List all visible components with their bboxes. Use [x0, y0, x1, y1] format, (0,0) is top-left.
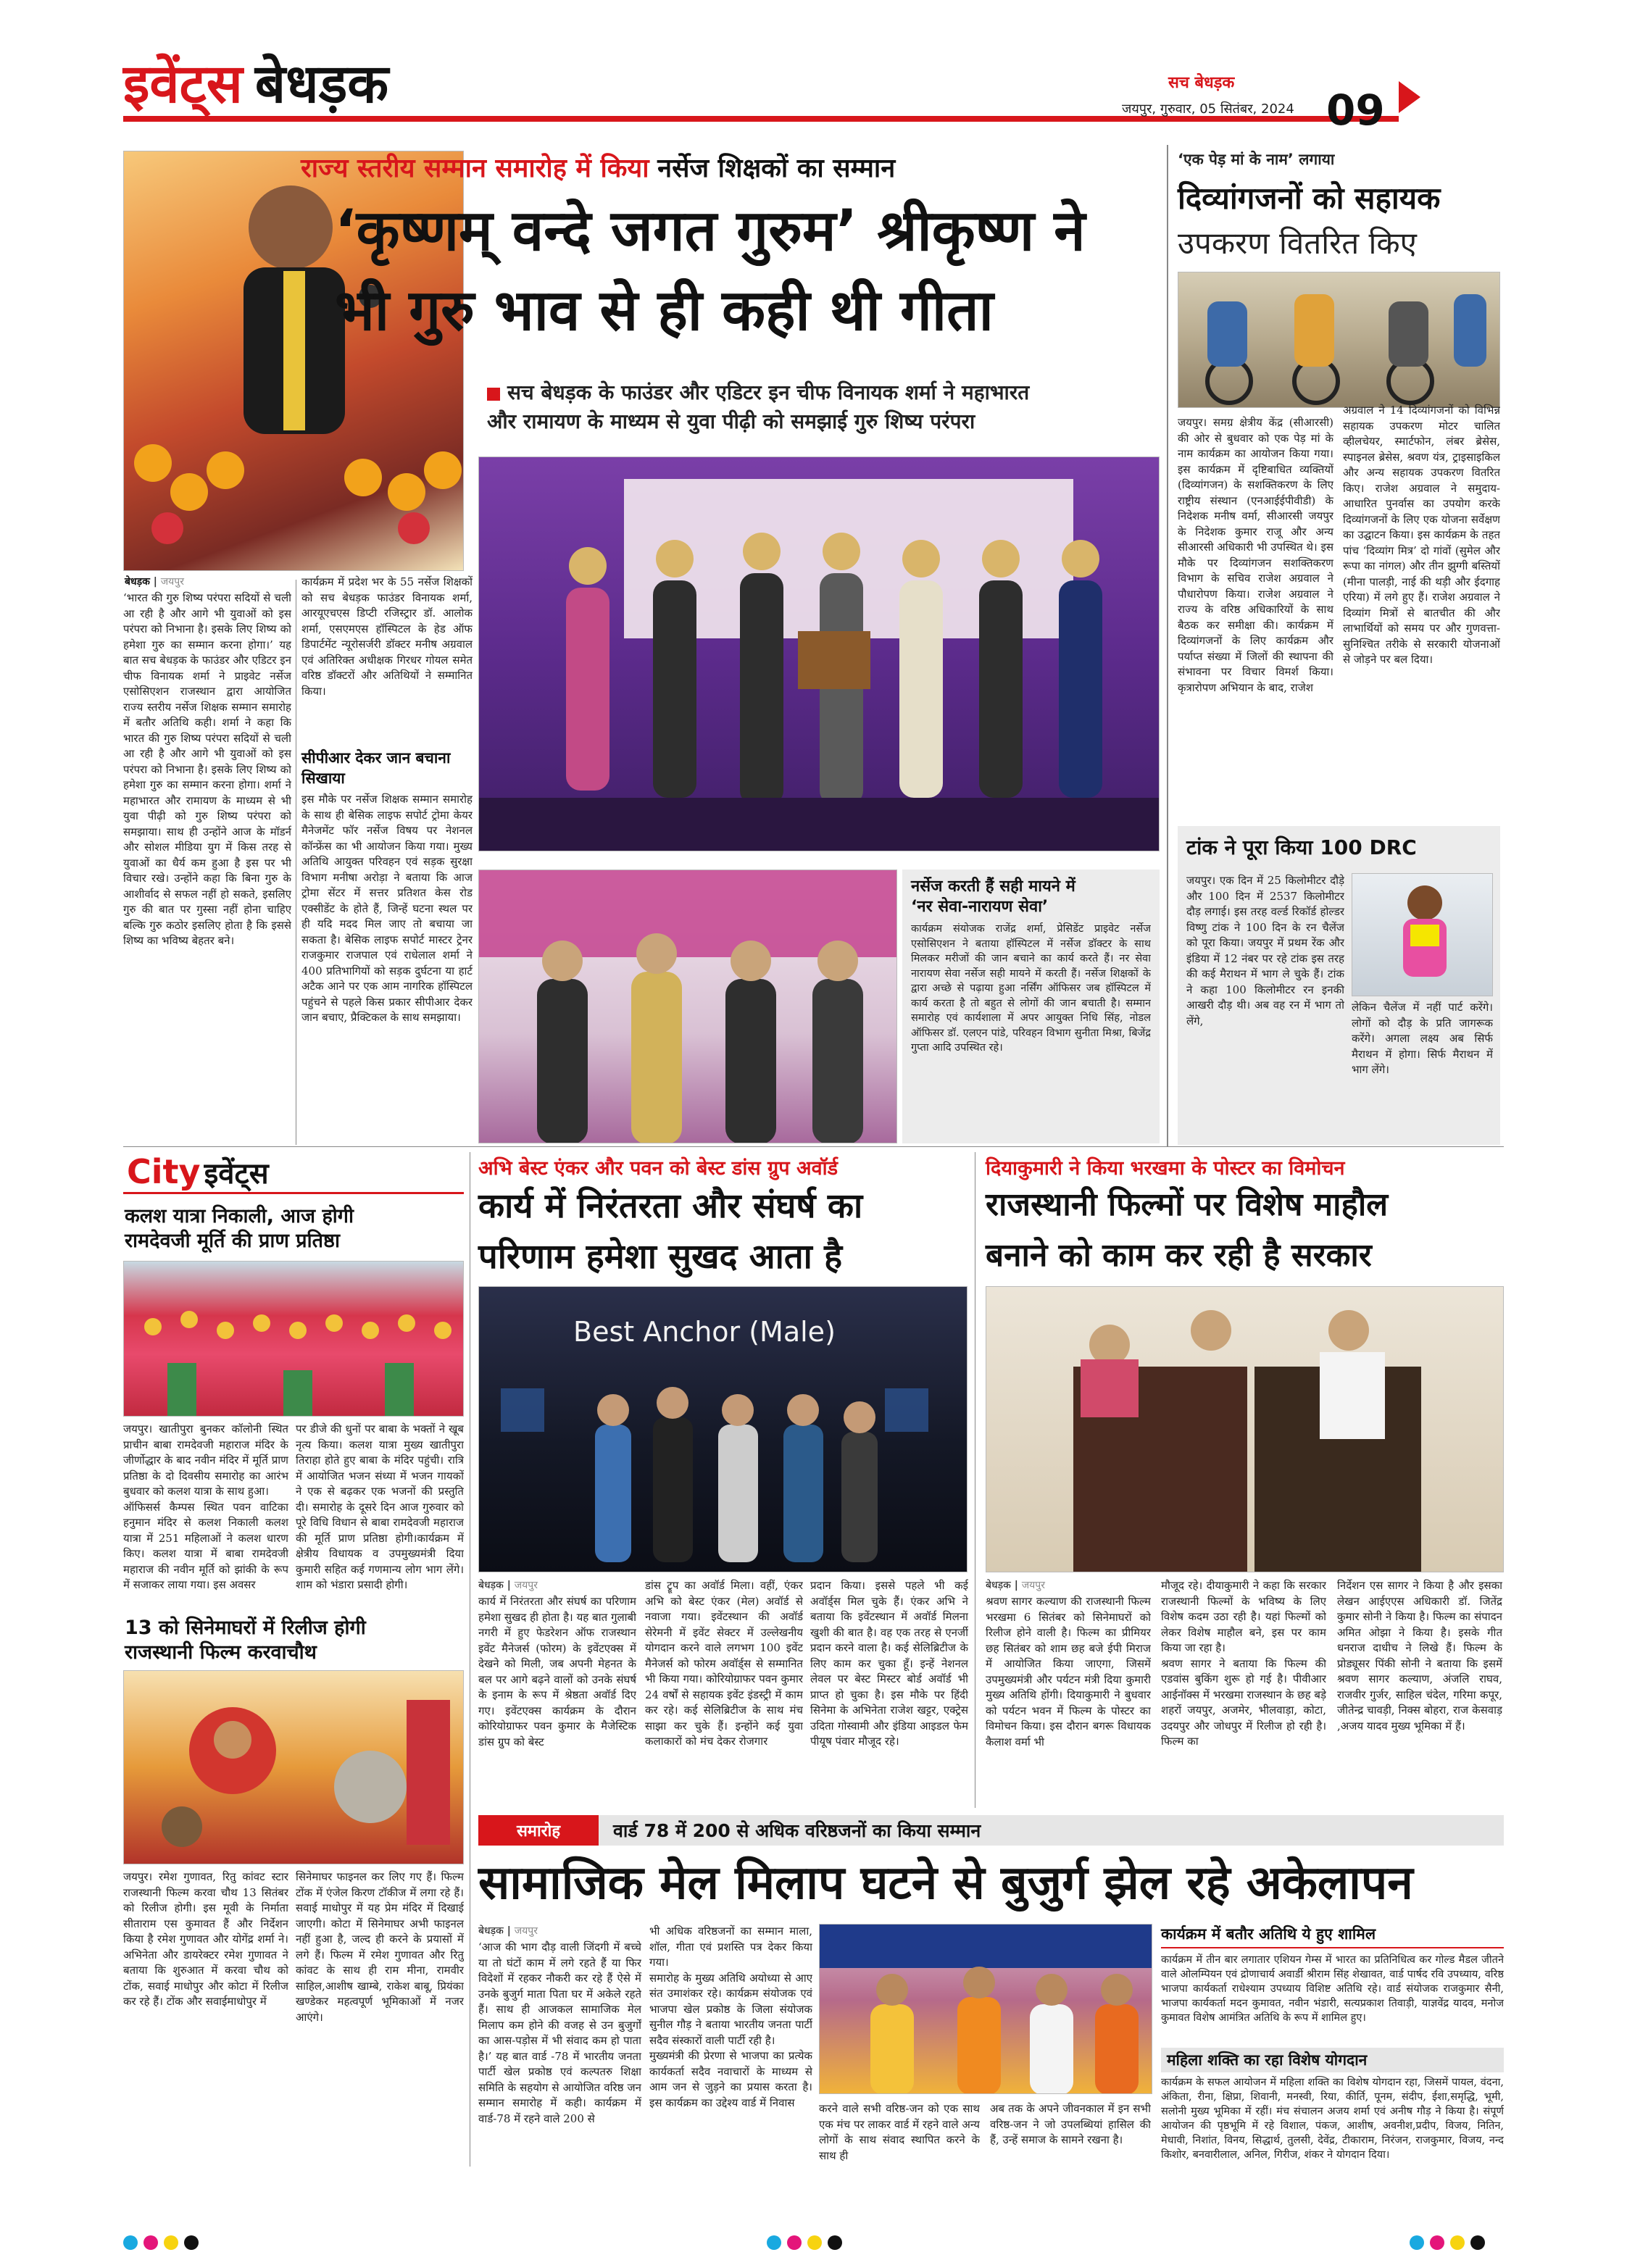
brand-small: सच बेधड़क	[1168, 74, 1235, 92]
lead-byline: बेधड़क | जयपुर	[125, 576, 184, 588]
reg-dot-yellow	[1450, 2235, 1465, 2250]
samaroh-headline: सामाजिक मेल मिलाप घटने से बुजुर्ग झेल रहे अकेलापन	[478, 1856, 1413, 1910]
lead-col2: कार्यक्रम में प्रदेश भर के 55 नर्सेज शिक्षकों को सच बेधड़क फाउंडर विनायक शर्मा, आरयूएचएस डिप्टी रजिस्ट्रार डॉ. आलोक शर्मा, एसएमएस हॉस्पिटल के हेड ऑफ डिपार्टमेंट न्यूरोसर्जरी डॉक्टर मनीष अग्रवाल एवं अतिरिक्त अधीक्षक गिरधर गोयल समेत वरिष्ठ डॉक्टरों और अतिथियों ने सम्मानित किया।	[301, 575, 473, 698]
byline-name: बेधड़क	[478, 1580, 504, 1591]
mid-divider	[123, 1146, 1504, 1147]
lead-subhead-1: सच बेधड़क के फाउंडर और एडिटर इन चीफ विनायक शर्मा ने महाभारत	[507, 380, 1030, 404]
film-kicker: दियाकुमारी ने किया भरखमा के पोस्टर का विमोचन	[986, 1157, 1345, 1180]
anchor-headline-1: कार्य में निरंतरता और संघर्ष का	[478, 1186, 863, 1226]
right-top-kicker: ‘एक पेड़ मां के नाम’ लगाया	[1178, 151, 1335, 168]
samaroh-photo	[819, 1924, 1152, 2094]
nurses-box	[902, 870, 1160, 1143]
runner-photo	[1352, 873, 1493, 996]
masthead-title-black: बेधड़क	[254, 53, 389, 115]
samaroh-tag-label: समारोह	[516, 1822, 561, 1840]
wheelchair-illustration	[1178, 272, 1500, 408]
cpr-headline: सीपीआर देकर जान बचाना सिखाया	[301, 749, 451, 787]
nurses-text: कार्यक्रम संयोजक राजेंद्र शर्मा, प्रेसिडेंट प्राइवेट नर्सेज एसोसिएशन ने बताया हॉस्पिटल में नर्सेज डॉक्टर के साथ मिलकर मरीजों की जान बचाने का कार्य करते हैं। नर सेवा नारायण सेवा नर्सेज सही मायने में करती हैं। नर्सेज शिक्षकों के द्वारा अच्छे से पढ़ाया हुआ नर्सिंग ऑफिसर जब हॉस्पिटल में कार्य करता है तो बहुत से लोगों की जान बचाती है। सम्मान समारोह एवं कार्यशाला में अपर आयुक्त निधि सिंह, नोडल ऑफिसर डॉ. एलएन पांडे, परिवहन विभाग सुनीता मिश्रा, बिजेंद्र गुप्ता आदि उपस्थित रहे।	[911, 923, 1151, 1054]
anchor-col2: डांस ट्रूप का अवॉर्ड मिला। वहीं, एंकर अभि को बेस्ट एंकर (मेल) अवॉर्ड से नवाजा गया। इवेंटस्थान की अवॉर्ड सेरेमनी में इवेंट सेक्टर में उल्लेखनीय योगदान करने वाले लगभग 100 इवेंट मैनेजर्स को फोरम अवॉर्ड्स से सम्मानित भी किया गया। कोरियोग्राफर पवन कुमार 24 वर्षों से सहायक इवेंट इंडस्ट्री में काम कर रहे। कई सेलिब्रिटीज के साथ मंच साझा कर चुके हैं। इन्होंने कई युवा कलाकारों को मंच देकर रोजगार	[645, 1579, 803, 1748]
lead-kicker-red: राज्य स्तरीय सम्मान समारोह में किया	[301, 154, 649, 183]
women-headline: महिला शक्ति का रहा विशेष योगदान	[1161, 2048, 1504, 2072]
guests-text: कार्यक्रम में तीन बार लगातार एशियन गेम्स में भारत का प्रतिनिधित्व कर गोल्ड मैडल जीतने वाले ओलम्पियन एवं द्रोणाचार्य अवार्डी श्रीराम सिंह शेखावत, वार्ड पार्षद रवि उपध्याय, वरिष्ठ भाजपा कार्यकर्ता राधेश्याम उपध्याय विशिष्ट अतिथि रहे। वार्ड संयोजक राजकुमार सैनी, भाजपा कार्यकर्ता मदन कुमावत, नवीन भंडारी, सत्यप्रकाश तिवाड़ी, याज्ञवेंद्र यादव, मनोज कुमावत विशेष आमंत्रित अतिथि के रूप में शामिल हुए।	[1161, 1954, 1504, 2024]
reg-dot-magenta	[787, 2235, 802, 2250]
page-number: 09	[1326, 86, 1385, 135]
masthead	[123, 45, 529, 125]
guests-headline: कार्यक्रम में बतौर अतिथि ये हुए शामिल	[1161, 1924, 1504, 1948]
city-story2-headline	[125, 1616, 465, 1665]
reg-dot-yellow	[807, 2235, 822, 2250]
nurses-stage-photo	[478, 870, 897, 1143]
city-story1-head-1: कलश यात्रा निकाली, आज होगी	[125, 1205, 354, 1227]
anchor-headline-2: परिणाम हमेशा सुखद आता है	[478, 1237, 843, 1277]
reg-dot-black	[184, 2235, 199, 2250]
right-top-headline-2: उपकरण वितरित किए	[1178, 225, 1417, 261]
reg-dot-yellow	[164, 2235, 178, 2250]
byline-place: जयपुर	[160, 576, 184, 588]
city-story1-col1: जयपुर। खातीपुरा बुनकर कॉलोनी स्थित प्राचीन बाबा रामदेवजी महाराज मंदिर के जीर्णोद्धार के बाद नवीन मंदिर में मूर्ति प्राण प्रतिष्ठा के दो दिवसीय समारोह का आरंभ बुधवार को कलश यात्रा के साथ हुआ। ऑफिसर्स कैम्पस स्थित पवन वाटिका हनुमान मंदिर से कलश निकाली कलश यात्रा में 251 महिलाओं ने कलश धारण किए। कलश यात्रा में बाबा रामदेवजी महाराज की नवीन मूर्ति को झांकी के रूप में सजाकर लाया गया। इस अवसर	[123, 1422, 288, 1591]
city-story2-head-1: 13 को सिनेमाघरों में रिलीज होगी	[125, 1617, 366, 1639]
reg-dot-black	[1470, 2235, 1485, 2250]
byline-name: बेधड़क	[478, 1925, 504, 1937]
lead-headline-1: ‘कृष्णम् वन्दे जगत गुरुम’ श्रीकृष्ण ने	[335, 199, 1086, 264]
city-story1-headline	[125, 1204, 465, 1254]
registration-dots-left	[123, 2235, 204, 2253]
tonk-headline: टांक ने पूरा किया 100 DRC	[1186, 835, 1417, 859]
byline-place: जयपुर	[514, 1580, 538, 1591]
city-story2-head-2: राजस्थानी फिल्म करवाचौथ	[125, 1641, 317, 1664]
nurses-head-2: ‘नर सेवा-नारायण सेवा’	[911, 898, 1049, 916]
kalash-yatra-photo	[123, 1261, 464, 1417]
award-stage-illustration	[479, 457, 1160, 851]
reg-dot-cyan	[767, 2235, 781, 2250]
women-text: कार्यक्रम के सफल आयोजन में महिला शक्ति का विशेष योगदान रहा, जिसमें पायल, वंदना, अंकिता, रीना, क्षिप्रा, शिवानी, मनस्वी, रिया, कीर्ति, पूनम, संदीप, ईशा,समृद्धि, भूमी, सलोनी मुख्य भूमिका में रहीं। मंच संचालन अजय शर्मा एवं अनीष गौड़ ने किया है। संपूर्ण आयोजन की पृष्ठभूमि में रहे विशाल, पंकज, आशीष, अवनीश,प्रदीप, विजय, नितिन, मेधावी, निशांत, विनय, सिद्धार्थ, तुलसी, देवेंद्र, टीकाराम, निरंजन, राजकुमार, विजय, नन्द किशोर, बनवारीलाल, अनिल, गिरीज, शंकर ने योगदान दिया।	[1161, 2077, 1504, 2161]
cpr-text: इस मौके पर नर्सेज शिक्षक सम्मान समारोह के साथ ही बेसिक लाइफ सपोर्ट ट्रोमा केयर मैनेजमेंट फॉर नर्सेज विषय पर नेशनल कॉन्फ्रेंस का भी आयोजन किया गया। मुख्य अतिथि आयुक्त परिवहन एवं सड़क सुरक्षा विभाग मनीषा अरोड़ा ने बताया कि आज ट्रोमा सेंटर में सत्तर प्रतिशत केस रोड एक्सीडेंट के होते हैं, जिन्हें घटना स्थल पर ही यदि मदद मिल जाए तो बचाया जा सकता है। बेसिक लाइफ सपोर्ट मास्टर ट्रेनर राजकुमार राजपाल एवं राधेलाल शर्मा ने 400 प्रतिभागियों को सड़क दुर्घटना या हार्ट अटैक आने पर एक आम नागरिक हॉस्पिटल पहुंचने से पहले किस प्रकार सीपीआर देकर जान बचाए, प्रैक्टिकल के साथ समझाया।	[301, 793, 473, 1024]
lead-kicker-black: नर्सेज शिक्षकों का सम्मान	[657, 154, 896, 183]
city-label-events: इवेंट्स	[204, 1157, 269, 1191]
right-top-col1: जयपुर। समग्र क्षेत्रीय केंद्र (सीआरसी) की ओर से बुधवार को एक पेड़ मां के नाम कार्यक्रम का आयोजन किया गया। इस कार्यक्रम में दृष्टिबाधित व्यक्तियों (दिव्यांगजन) के सशक्तिकरण के लिए राष्ट्रीय संस्थान (एनआईईपीवीडी) के निदेशक मनीष वर्मा, सीआरसी जयपुर के निदेशक कुमार राजू और अन्य सीआरसी अधिकारी भी उपस्थित थे। इस मौके पर दिव्यांगजन सशक्तिकरण विभाग के सचिव राजेश अग्रवाल ने पौधारोपण किया। राजेश अग्रवाल ने राज्य के वरिष्ठ अधिकारियों के साथ बैठक कर समीक्षा की। कार्यक्रम में दिव्यांगजनों के लिए कार्यक्रम और पर्याप्त संख्या में जिलों की स्थापना की संभावना पर विचार विमर्श किया। कृत्रारोपण अभियान के बाद, राजेश	[1178, 416, 1333, 694]
city-story2-col1: जयपुर। रमेश गुणावत, रितु कांवट स्टार राजस्थानी फिल्म करवा चौथ 13 सितंबर को रिलीज होगी। इस मूवी के निर्माता सीताराम एस कुमावत हैं और निर्देशन किया है रमेश गुणावत और योगेंद्र शर्मा ने। अभिनेता और डायरेक्टर रमेश गुणावत ने बताया कि शुरुआत में करवा चौथ को टोंक, सवाई माधोपुर और कोटा में रिलीज कर रहे हैं। टोंक और सवाईमाधोपुर में	[123, 1870, 288, 2008]
wheelchair-photo	[1178, 272, 1500, 408]
registration-dots-center	[767, 2235, 848, 2253]
city-label-city: City	[127, 1152, 201, 1191]
best-anchor-photo	[478, 1286, 968, 1572]
award-stage-photo	[478, 456, 1160, 851]
samaroh-kicker-bar	[599, 1815, 1504, 1846]
film-poster-photo	[986, 1286, 1504, 1572]
nurses-head-1: नर्सेज करती हैं सही मायने में	[911, 877, 1075, 896]
city-story1-head-2: रामदेवजी मूर्ति की प्राण प्रतिष्ठा	[125, 1230, 340, 1252]
samaroh-under-photo-2: अब तक के अपने जीवनकाल में इन सभी वरिष्ठ-जन ने जो उपलब्धियां हासिल की हैं, उन्हें समाज के सामने रखना है।	[990, 2102, 1151, 2146]
lead-subhead-bullet	[487, 388, 500, 401]
byline-name: बेधड़क	[125, 576, 150, 588]
samaroh-illustration	[820, 1925, 1152, 2094]
samaroh-kicker: वार्ड 78 में 200 से अधिक वरिष्ठजनों का किया सम्मान	[613, 1820, 981, 1841]
dateline: जयपुर, गुरुवार, 05 सितंबर, 2024	[1122, 101, 1294, 117]
pen-nib-icon	[1399, 81, 1420, 113]
karwachauth-poster	[123, 1670, 464, 1864]
runner-illustration	[1352, 874, 1493, 996]
tonk-text-1: जयपुर। एक दिन में 25 किलोमीटर दौड़े और 100 दिन में 2537 किलोमीटर दौड़ लगाई। इस तरह वर्ल्ड रिकॉर्ड होल्डर विष्णु टांक ने 100 दिन के रन चैलेंज को पूरा किया। जयपुर में प्रथम रेंक और इंडिया में 12 नंबर पर रहे टांक इस तरह की कई मैराथन में भाग ले चुके हैं। टांक ने कहा 100 किलोमीटर रन इनकी आखरी दौड़ थी। अब वह रन में भाग तो लेंगे,	[1186, 874, 1344, 1027]
best-anchor-screen-text: Best Anchor (Male)	[573, 1316, 836, 1348]
samaroh-under-photo-1: करने वाले सभी वरिष्ठ-जन को एक साथ एक मंच पर लाकर वार्ड में रहने वाले अन्य लोगों के साथ संवाद स्थापित करने के साथ ही	[819, 2102, 980, 2162]
reg-dot-cyan	[123, 2235, 138, 2250]
lead-col1: ‘भारत की गुरु शिष्य परंपरा सदियों से चली आ रही है और आगे भी युवाओं को इस परंपरा को निभाना है। इसके लिए शिष्य को हमेशा गुरु का सम्मान करना होगा।’ यह बात सच बेधड़क के फाउंडर और एडिटर इन चीफ विनायक शर्मा ने प्राइवेट नर्सेज एसोसिएशन राजस्थान द्वारा आयोजित राज्य स्तरीय नर्सेज शिक्षक सम्मान समारोह में बतौर अतिथि कही। शर्मा ने कहा कि भारत की गुरु शिष्य परंपरा सदियों से चली आ रही है और आगे भी युवाओं को इस परंपरा को निभाना है। इसके लिए शिष्य को हमेशा गुरु का सम्मान करना होगा। शर्मा ने महाभारत और रामायण के माध्यम से भी युवा पीढ़ी को गुरु शिष्य परंपरा को समझाया। साथ ही उन्होंने आज के मॉडर्न और सोशल मीडिया युग में किस तरह से युवाओं का धैर्य कम हुआ है इस पर भी विचार रखे। उन्होंने कहा कि बिना गुरु के आशीर्वाद से सफल नहीं हो सकते, इसलिए गुरु की बात पर गुस्सा नहीं होना चाहिए बल्कि गुरु कठोर इसलिए होता है कि इससे शिष्य का भविष्य बेहतर बने।	[123, 591, 291, 947]
reg-dot-black	[828, 2235, 842, 2250]
city-label	[127, 1152, 269, 1192]
lead-kicker	[301, 149, 1170, 185]
byline-place: जयपुर	[514, 1925, 538, 1937]
byline-name: बेधड़क	[986, 1580, 1011, 1591]
samaroh-byline: बेधड़क | जयपुर	[478, 1925, 538, 1937]
guests-box	[1161, 1924, 1504, 2167]
samaroh-col1: ‘आज की भाग दौड़ वाली जिंदगी में बच्चे या तो घंटों काम में लगे रहते हैं या फिर विदेशों में रहकर नौकरी कर रहे हैं ऐसे में उनके बुजुर्ग माता पिता घर में अकेले रहते हैं। साथ ही आजकल सामाजिक मेल मिलाप कम होने की वजह से उन बुजुर्गों का आस-पड़ोस में भी संवाद कम हो पाता है।’ यह बात वार्ड -78 में भारतीय जनता पार्टी खेल प्रकोष्ठ एवं कल्पतरु शिक्षा समिति के सहयोग से आयोजित वरिष्ठ जन सम्मान समारोह में कही। कार्यक्रम में वार्ड-78 में रहने वाले 200 से	[478, 1940, 641, 2125]
city-label-rule	[123, 1192, 464, 1194]
lead-headline-2: भी गुरु भाव से ही कही थी गीता	[335, 278, 994, 343]
registration-dots-right	[1410, 2235, 1491, 2253]
masthead-title-red: इवेंट्स	[123, 53, 243, 115]
film-byline: बेधड़क | जयपुर	[986, 1580, 1045, 1591]
film-headline-1: राजस्थानी फिल्मों पर विशेष माहौल	[986, 1186, 1389, 1223]
film-col2: मौजूद रहे। दीयाकुमारी ने कहा कि सरकार राजस्थानी फिल्मों के भविष्य के लिए विशेष कदम उठा रही है। यहां फिल्मों को लेकर विशेष माहौल बने, इस पर काम किया जा रहा है। श्रवण सागर ने बताया कि फिल्म की एडवांस बुकिंग शुरू हो गई है। पीवीआर आईनॉक्स में भरखमा राजस्थान के छह बड़े शहरों जयपुर, अजमेर, भीलवाड़ा, कोटा, उदयपुर और जोधपुर में रिलीज हो रही है। फिल्म का	[1161, 1579, 1326, 1748]
film-poster-illustration	[986, 1287, 1504, 1572]
byline-place: जयपुर	[1021, 1580, 1045, 1591]
right-top-headline-1: दिव्यांगजनों को सहायक	[1178, 180, 1441, 216]
anchor-byline: बेधड़क | जयपुर	[478, 1580, 538, 1591]
main-right-divider	[1167, 145, 1168, 1146]
tonk-text-2: लेकिन चैलेंज में नहीं पार्ट करेंगे। लोगों को दौड़ के प्रति जागरूक करेंगे। अगला लक्ष्य अब सिर्फ मैराथन में होगा। सिर्फ मैराथन में भाग लेंगे।	[1352, 1001, 1493, 1076]
reg-dot-cyan	[1410, 2235, 1424, 2250]
right-top-col2: अग्रवाल ने 14 दिव्यांगजनों को विभिन्न सहायक उपकरण मोटर चालित व्हीलचेयर, स्मार्टफोन, लंबर ब्रेसेस, स्पाइनल ब्रेसेस, श्रवण यंत्र, ट्राइसाइकिल और अन्य सहायक उपकरण वितरित किए। राजेश अग्रवाल ने समुदाय-आधारित पुनर्वास का उपयोग करके दिव्यांगजनों के लिए एक योजना सर्वेक्षण का उद्घाटन किया। इस कार्यक्रम के तहत पांच ‘दिव्यांग मित्र’ दो गांवों (सुमेल और रूपा का नांगल) और तीन झुग्गी बस्तियों (मीना पालड़ी, नाई की थड़ी और ईदगाह एरिया) में लगे हुए हैं। राजेश अग्रवाल ने दिव्यांग मित्रों से बातचीत की और लाभार्थियों को समय पर और गुणवत्ता-सुनिश्चित तरीके से सरकारी योजनाओं से जोड़ने पर बल दिया।	[1343, 404, 1500, 666]
film-col1: श्रवण सागर कल्याण की राजस्थानी फिल्म भरखमा 6 सितंबर को सिनेमाघरों को रिलीज होने वाली है। फिल्म का प्रीमियर छह सितंबर को शाम छह बजे ईपी मिराज में आयोजित किया जाएगा, जिसमें उपमुख्यमंत्री और पर्यटन मंत्री दिया कुमारी मुख्य अतिथि होंगी। दियाकुमारी ने बुधवार को पर्यटन भवन में फिल्म के पोस्टर का विमोचन किया। इस दौरान बगरू विधायक कैलाश वर्मा भी	[986, 1595, 1151, 1748]
anchor-col1: कार्य में निरंतरता और संघर्ष का परिणाम हमेशा सुखद ही होता है। यह बात गुलाबी नगरी में हुए फेडरेशन ऑफ राजस्थान इवेंट मैनेजर्स (फोरम) के इवेंटएक्स में देखने को मिली, जब अपनी मेहनत के बल पर आगे बढ़ने वालों को उनके संघर्ष के इनाम के रूप में श्रेष्ठता अवॉर्ड दिए गए। इवेंटएक्स कार्यक्रम के दौरान कोरियोग्राफर पवन कुमार के मैजेस्टिक डांस ग्रुप को बेस्ट	[478, 1595, 636, 1748]
reg-dot-magenta	[1430, 2235, 1444, 2250]
city-story2-col2: सिनेमाघर फाइनल कर लिए गए हैं। फिल्म टोंक में एंजेल किरण टॉकीज में लगा रहे हैं। सवाई माधोपुर में यह प्रेम मंदिर में दिखाई जाएगी। कोटा में सिनेमाघर अभी फाइनल नहीं हुआ है, जल्द ही करने के प्रयासों में लगे हैं। फिल्म में रमेश गुणावत और रितु कांवट के साथ ही राम मीना, रामवीर साहिल,आशीष खाम्बे, राकेश बाबू, प्रियंका खण्डेकर महत्वपूर्ण भूमिकाओं में नजर आएंगे।	[296, 1870, 464, 2024]
nurses-stage-illustration	[479, 870, 897, 1143]
anchor-kicker: अभि बेस्ट एंकर और पवन को बेस्ट डांस ग्रुप अवॉर्ड	[478, 1157, 839, 1180]
lead-subhead-2: और रामायण के माध्यम से युवा पीढ़ी को समझाई गुरु शिष्य परंपरा	[487, 409, 975, 433]
city-story1-col2: पर डीजे की धुनों पर बाबा के भक्तों ने खूब नृत्य किया। कलश यात्रा मुख्य खातीपुरा तिराहा होते हुए बाबा के मंदिर पहुंची। रात्रि में आयोजित भजन संध्या में भजन गायकों ने एक से बढ़कर एक भजनों की प्रस्तुति दी। समारोह के दूसरे दिन आज गुरुवार को पूरे विधि विधान से बाबा रामदेवजी महाराज की मूर्ति प्राण प्रतिष्ठा होगी।कार्यक्रम में क्षेत्रीय विधायक व उपमुख्यमंत्री दिया कुमारी सहित कई गणमान्य लोग भाग लेंगे। शाम को भंडारा प्रसादी होगी।	[296, 1422, 464, 1591]
karwachauth-illustration	[124, 1671, 464, 1864]
samaroh-col2: भी अधिक वरिष्ठजनों का सम्मान माला, शॉल, गीता एवं प्रशस्ति पत्र देकर किया गया। समारोह के मुख्य अतिथि अयोध्या से आए संत उमाशंकर रहे। कार्यक्रम संयोजक एवं भाजपा खेल प्रकोष्ठ के जिला संयोजक सुनील गौड़ ने बताया भारतीय जनता पार्टी सदैव संस्कारों वाली पार्टी रही है। मुख्यमंत्री की प्रेरणा से भाजपा का प्रत्येक कार्यकर्ता सदैव नवाचारों के माध्यम से आम जन से जुड़ने का प्रयास करता है। इस कार्यक्रम का उद्देश्य वार्ड में निवास	[649, 1925, 812, 2109]
reg-dot-magenta	[143, 2235, 158, 2250]
kalash-yatra-illustration	[124, 1262, 464, 1417]
film-col3: निर्देशन एस सागर ने किया है और इसका लेखन आईएएस अधिकारी डॉ. जितेंद्र कुमार सोनी ने किया है। फिल्म का संपादन अमित ओझा ने किया है। इसके गीत धनराज दाधीच ने लिखे हैं। फिल्म के प्रोड्यूसर पिंकी सोनी ने बताया कि इसमें श्रवण सागर कल्याण, अंजलि राघव, राजवीर गुर्जर, साहिल चंदेल, गरिमा कपूर, जीतेन्द्र चावड़ी, निक्स बोहरा, राज केसवाड़ ,अजय यादव मुख्य भूमिका में हैं।	[1337, 1579, 1502, 1733]
film-headline-2: बनाने को काम कर रही है सरकार	[986, 1237, 1372, 1274]
samaroh-tag	[478, 1815, 599, 1846]
anchor-col3: प्रदान किया। इससे पहले भी कई अवॉर्ड्स मिल चुके हैं। एंकर अभि ने बताया कि इवेंटस्थान में अवॉर्ड मिलना खुशी की बात है। वह एक तरह से एनर्जी प्रदान करने वाला है। कई सेलिब्रिटीज के लिए काम कर चुका हूँ। इन्हें नेशनल लेवल पर बेस्ट मिस्टर बोर्ड अवॉर्ड भी प्राप्त हो चुका है। इस मौके पर हिंदी सिनेमा के अभिनेता राजेश खट्टर, एक्ट्रेस उदिता गोस्वामी और इंडिया आइडल फेम पीयूष पंवार मौजूद रहे।	[810, 1579, 968, 1748]
